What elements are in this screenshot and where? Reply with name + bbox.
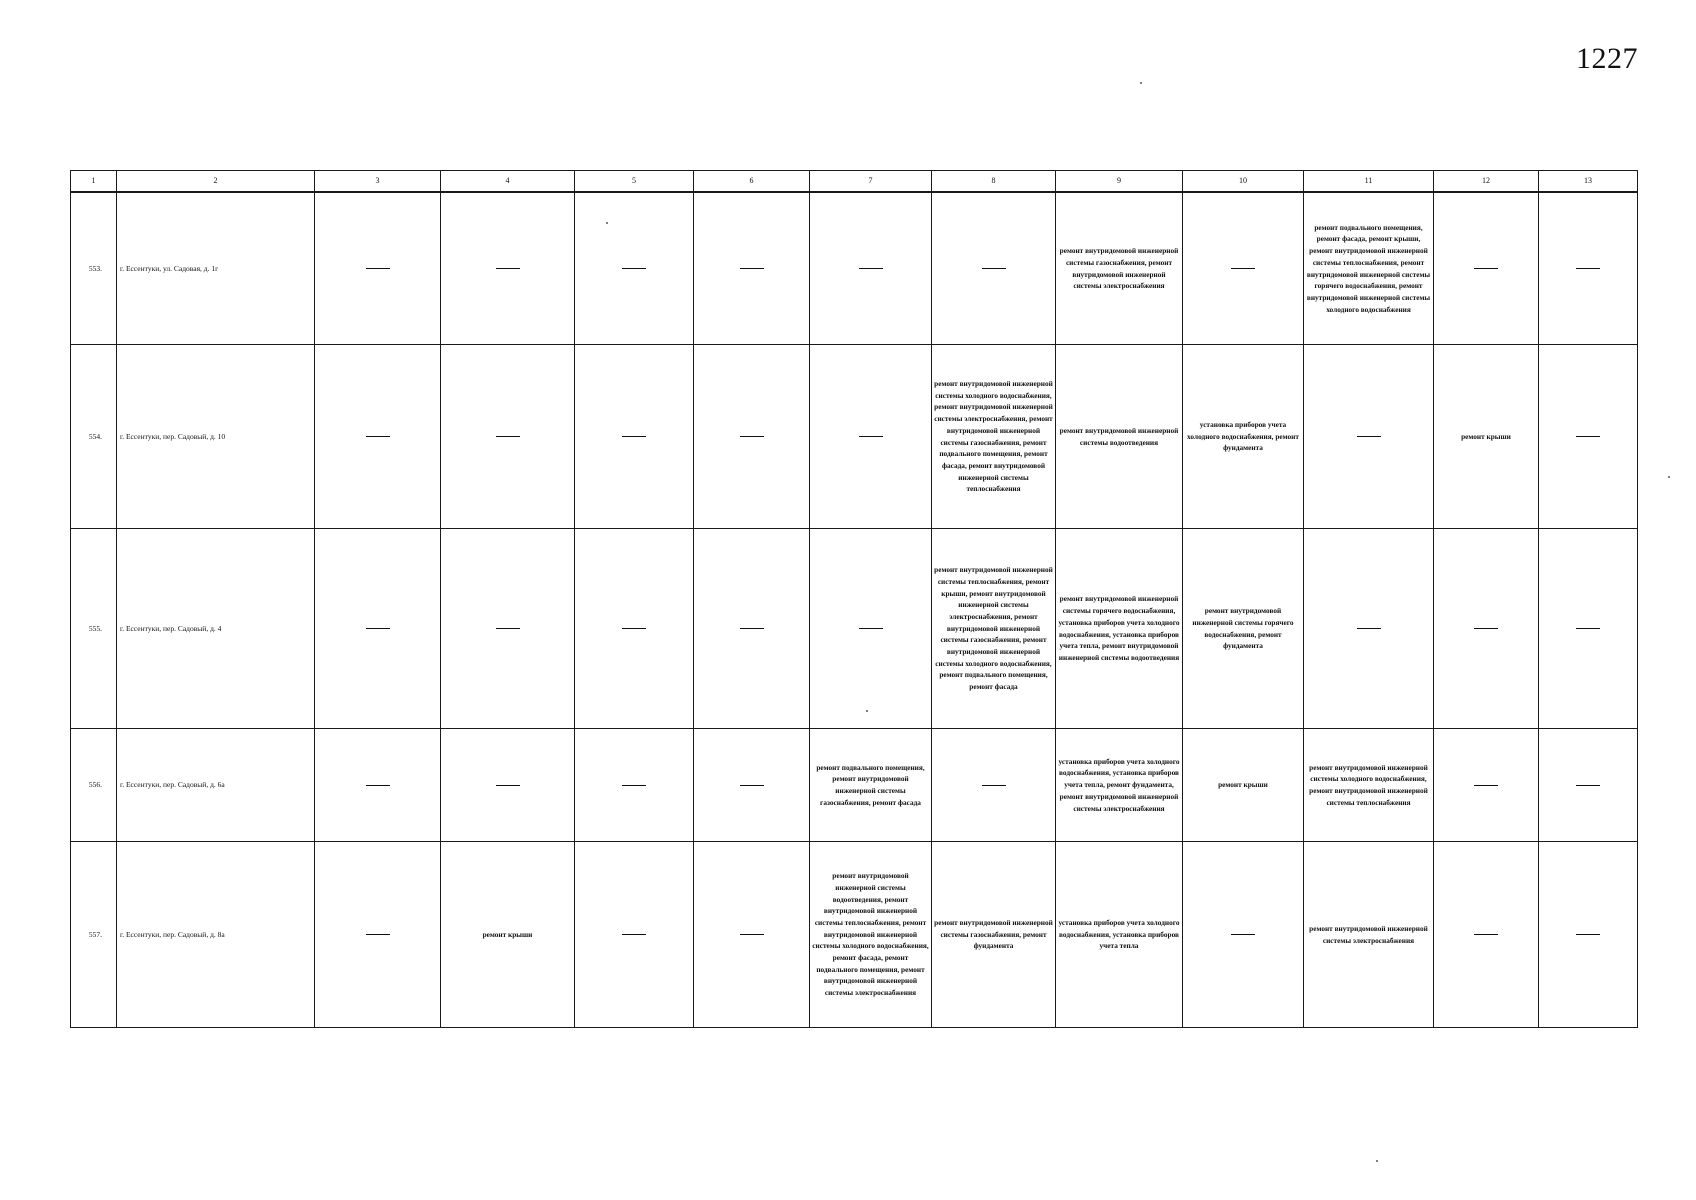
- dash-mark: [496, 268, 520, 269]
- work-description: ремонт внутридомовой инженерной системы электроснабжения: [1309, 923, 1428, 945]
- column-number: 13: [1539, 171, 1638, 193]
- work-cell-c3: [315, 529, 441, 729]
- scan-speck: [866, 710, 868, 712]
- dash-mark: [982, 785, 1006, 786]
- scan-speck: [1668, 476, 1670, 478]
- work-cell-c4: [441, 729, 575, 842]
- work-cell-c10: [1183, 529, 1304, 729]
- work-cell-c9: [1056, 192, 1183, 345]
- row-number-cell: 556.: [71, 729, 117, 842]
- dash-mark: [622, 785, 646, 786]
- address-cell: г. Ессентуки, пер. Садовый, д. 4: [117, 529, 315, 729]
- dash-mark: [496, 785, 520, 786]
- dash-mark: [366, 628, 390, 629]
- dash-mark: [740, 268, 764, 269]
- work-cell-c7: [810, 345, 932, 529]
- work-description: ремонт подвального помещения, ремонт фасада, ремонт крыши, ремонт внутридомовой инженерной системы теплоснабжения, ремонт внутридомовой инженерной системы горячего водоснабжения, ремонт внутридомовой инженерной системы холодного водоснабжения: [1306, 222, 1431, 314]
- dash-mark: [622, 268, 646, 269]
- work-cell-c10: [1183, 192, 1304, 345]
- dash-mark: [740, 628, 764, 629]
- column-number: 12: [1434, 171, 1539, 193]
- work-description: ремонт крыши: [1461, 431, 1511, 441]
- work-description: ремонт крыши: [1218, 780, 1268, 790]
- dash-mark: [1576, 934, 1600, 935]
- work-cell-c10: [1183, 729, 1304, 842]
- work-cell-c8: [932, 529, 1056, 729]
- work-cell-c8: [932, 345, 1056, 529]
- work-cell-c9: [1056, 345, 1183, 529]
- work-cell-c6: [694, 529, 810, 729]
- work-cell-c9: [1056, 529, 1183, 729]
- row-number-cell: 557.: [71, 842, 117, 1028]
- work-cell-c9: [1056, 842, 1183, 1028]
- address-cell: г. Ессентуки, ул. Садовая, д. 1г: [117, 192, 315, 345]
- dash-mark: [496, 628, 520, 629]
- work-cell-c12: [1434, 529, 1539, 729]
- work-cell-c8: [932, 729, 1056, 842]
- work-cell-c13: [1539, 729, 1638, 842]
- work-description: установка приборов учета холодного водоснабжения, ремонт фундамента: [1187, 419, 1299, 453]
- work-cell-c13: [1539, 192, 1638, 345]
- table-row: [71, 529, 1638, 729]
- dash-mark: [1357, 436, 1381, 437]
- dash-mark: [1231, 934, 1255, 935]
- work-cell-c6: [694, 729, 810, 842]
- address-cell: г. Ессентуки, пер. Садовый, д. 6а: [117, 729, 315, 842]
- work-cell-c7: [810, 729, 932, 842]
- work-cell-c12: [1434, 729, 1539, 842]
- dash-mark: [366, 934, 390, 935]
- dash-mark: [622, 628, 646, 629]
- work-cell-c10: [1183, 842, 1304, 1028]
- row-number-cell: 555.: [71, 529, 117, 729]
- work-cell-c5: [575, 529, 694, 729]
- work-cell-c3: [315, 345, 441, 529]
- work-cell-c11: [1304, 842, 1434, 1028]
- work-cell-c12: [1434, 842, 1539, 1028]
- work-description: установка приборов учета холодного водоснабжения, установка приборов учета тепла: [1058, 917, 1180, 951]
- work-cell-c7: [810, 529, 932, 729]
- dash-mark: [740, 785, 764, 786]
- dash-mark: [1576, 436, 1600, 437]
- page-number: 1227: [1576, 42, 1638, 75]
- column-number: 3: [315, 171, 441, 193]
- work-cell-c5: [575, 729, 694, 842]
- table-row: [71, 729, 1638, 842]
- work-description: ремонт внутридомовой инженерной системы горячего водоснабжения, установка приборов учета холодного водоснабжения, установка приборов учета тепла, ремонт внутридомовой инженерной системы водоотведения: [1058, 594, 1180, 662]
- dash-mark: [496, 436, 520, 437]
- column-number: 11: [1304, 171, 1434, 193]
- work-cell-c4: [441, 345, 575, 529]
- dash-mark: [982, 268, 1006, 269]
- table-row: [71, 345, 1638, 529]
- address-cell: г. Ессентуки, пер. Садовый, д. 8а: [117, 842, 315, 1028]
- work-cell-c5: [575, 192, 694, 345]
- dash-mark: [622, 436, 646, 437]
- dash-mark: [1576, 785, 1600, 786]
- dash-mark: [740, 934, 764, 935]
- housing-repair-table: [70, 170, 1638, 1028]
- work-description: ремонт крыши: [482, 929, 533, 939]
- work-cell-c4: [441, 529, 575, 729]
- table-row: [71, 192, 1638, 345]
- work-cell-c6: [694, 192, 810, 345]
- work-cell-c13: [1539, 529, 1638, 729]
- table-body: [71, 192, 1638, 1028]
- work-cell-c5: [575, 842, 694, 1028]
- work-cell-c8: [932, 842, 1056, 1028]
- dash-mark: [1231, 268, 1255, 269]
- column-number: 5: [575, 171, 694, 193]
- work-cell-c9: [1056, 729, 1183, 842]
- dash-mark: [366, 436, 390, 437]
- work-description: ремонт внутридомовой инженерной системы газоснабжения, ремонт внутридомовой инженерной системы электроснабжения: [1059, 246, 1179, 291]
- address-cell: г. Ессентуки, пер. Садовый, д. 10: [117, 345, 315, 529]
- work-description: ремонт внутридомовой инженерной системы холодного водоснабжения, ремонт внутридомовой инженерной системы теплоснабжения: [1309, 762, 1428, 807]
- work-description: установка приборов учета холодного водоснабжения, установка приборов учета тепла, ремонт фундамента, ремонт внутридомовой инженерной системы электроснабжения: [1058, 756, 1180, 813]
- column-number: 6: [694, 171, 810, 193]
- dash-mark: [1474, 268, 1498, 269]
- work-description: ремонт внутридомовой инженерной системы горячего водоснабжения, ремонт фундамента: [1192, 606, 1294, 651]
- work-cell-c11: [1304, 192, 1434, 345]
- dash-mark: [1474, 785, 1498, 786]
- row-number-cell: 554.: [71, 345, 117, 529]
- work-cell-c10: [1183, 345, 1304, 529]
- work-cell-c12: [1434, 345, 1539, 529]
- work-cell-c11: [1304, 345, 1434, 529]
- work-cell-c5: [575, 345, 694, 529]
- work-description: ремонт внутридомовой инженерной системы холодного водоснабжения, ремонт внутридомовой инженерной системы электроснабжения, ремонт внутридомовой инженерной системы газоснабжения, ремонт подвального помещения, ремонт фасада, ремонт внутридомовой инженерной системы теплоснабжения: [934, 379, 1053, 494]
- scan-speck: [1140, 82, 1142, 84]
- column-number: 10: [1183, 171, 1304, 193]
- dash-mark: [366, 268, 390, 269]
- column-number-row: [71, 171, 1638, 193]
- column-number: 1: [71, 171, 117, 193]
- dash-mark: [859, 436, 883, 437]
- dash-mark: [1576, 628, 1600, 629]
- work-cell-c6: [694, 842, 810, 1028]
- table-row: [71, 842, 1638, 1028]
- dash-mark: [622, 934, 646, 935]
- work-cell-c4: [441, 192, 575, 345]
- work-cell-c7: [810, 192, 932, 345]
- work-description: ремонт внутридомовой инженерной системы газоснабжения, ремонт фундамента: [934, 917, 1053, 951]
- dash-mark: [1576, 268, 1600, 269]
- work-description: ремонт внутридомовой инженерной системы теплоснабжения, ремонт крыши, ремонт внутридомовой инженерной системы электроснабжения, ремонт внутридомовой инженерной системы газоснабжения, ремонт внутридомовой инженерной системы холодного водоснабжения, ремонт подвального помещения, ремонт фасада: [934, 565, 1053, 692]
- work-description: ремонт внутридомовой инженерной системы водоотведения: [1059, 425, 1179, 447]
- work-cell-c11: [1304, 529, 1434, 729]
- dash-mark: [859, 628, 883, 629]
- column-number: 4: [441, 171, 575, 193]
- work-cell-c6: [694, 345, 810, 529]
- work-cell-c13: [1539, 345, 1638, 529]
- work-cell-c4: [441, 842, 575, 1028]
- scan-speck: [606, 222, 608, 224]
- work-cell-c3: [315, 729, 441, 842]
- work-cell-c12: [1434, 192, 1539, 345]
- column-number: 7: [810, 171, 932, 193]
- work-cell-c11: [1304, 729, 1434, 842]
- dash-mark: [366, 785, 390, 786]
- dash-mark: [1474, 628, 1498, 629]
- scan-speck: [1376, 1160, 1378, 1162]
- dash-mark: [1357, 628, 1381, 629]
- work-cell-c3: [315, 842, 441, 1028]
- work-cell-c7: [810, 842, 932, 1028]
- work-description: ремонт внутридомовой инженерной системы водоотведения, ремонт внутридомовой инженерной системы теплоснабжения, ремонт внутридомовой инженерной системы холодного водоснабжения, ремонт фасада, ремонт подвального помещения, ремонт внутридомовой инженерной системы электроснабжения: [812, 871, 929, 998]
- work-cell-c8: [932, 192, 1056, 345]
- work-cell-c13: [1539, 842, 1638, 1028]
- dash-mark: [859, 268, 883, 269]
- column-number: 9: [1056, 171, 1183, 193]
- column-number: 2: [117, 171, 315, 193]
- work-cell-c3: [315, 192, 441, 345]
- column-number: 8: [932, 171, 1056, 193]
- table-header: [71, 171, 1638, 193]
- dash-mark: [740, 436, 764, 437]
- work-description: ремонт подвального помещения, ремонт внутридомовой инженерной системы газоснабжения, ремонт фасада: [816, 762, 925, 807]
- row-number-cell: 553.: [71, 192, 117, 345]
- dash-mark: [1474, 934, 1498, 935]
